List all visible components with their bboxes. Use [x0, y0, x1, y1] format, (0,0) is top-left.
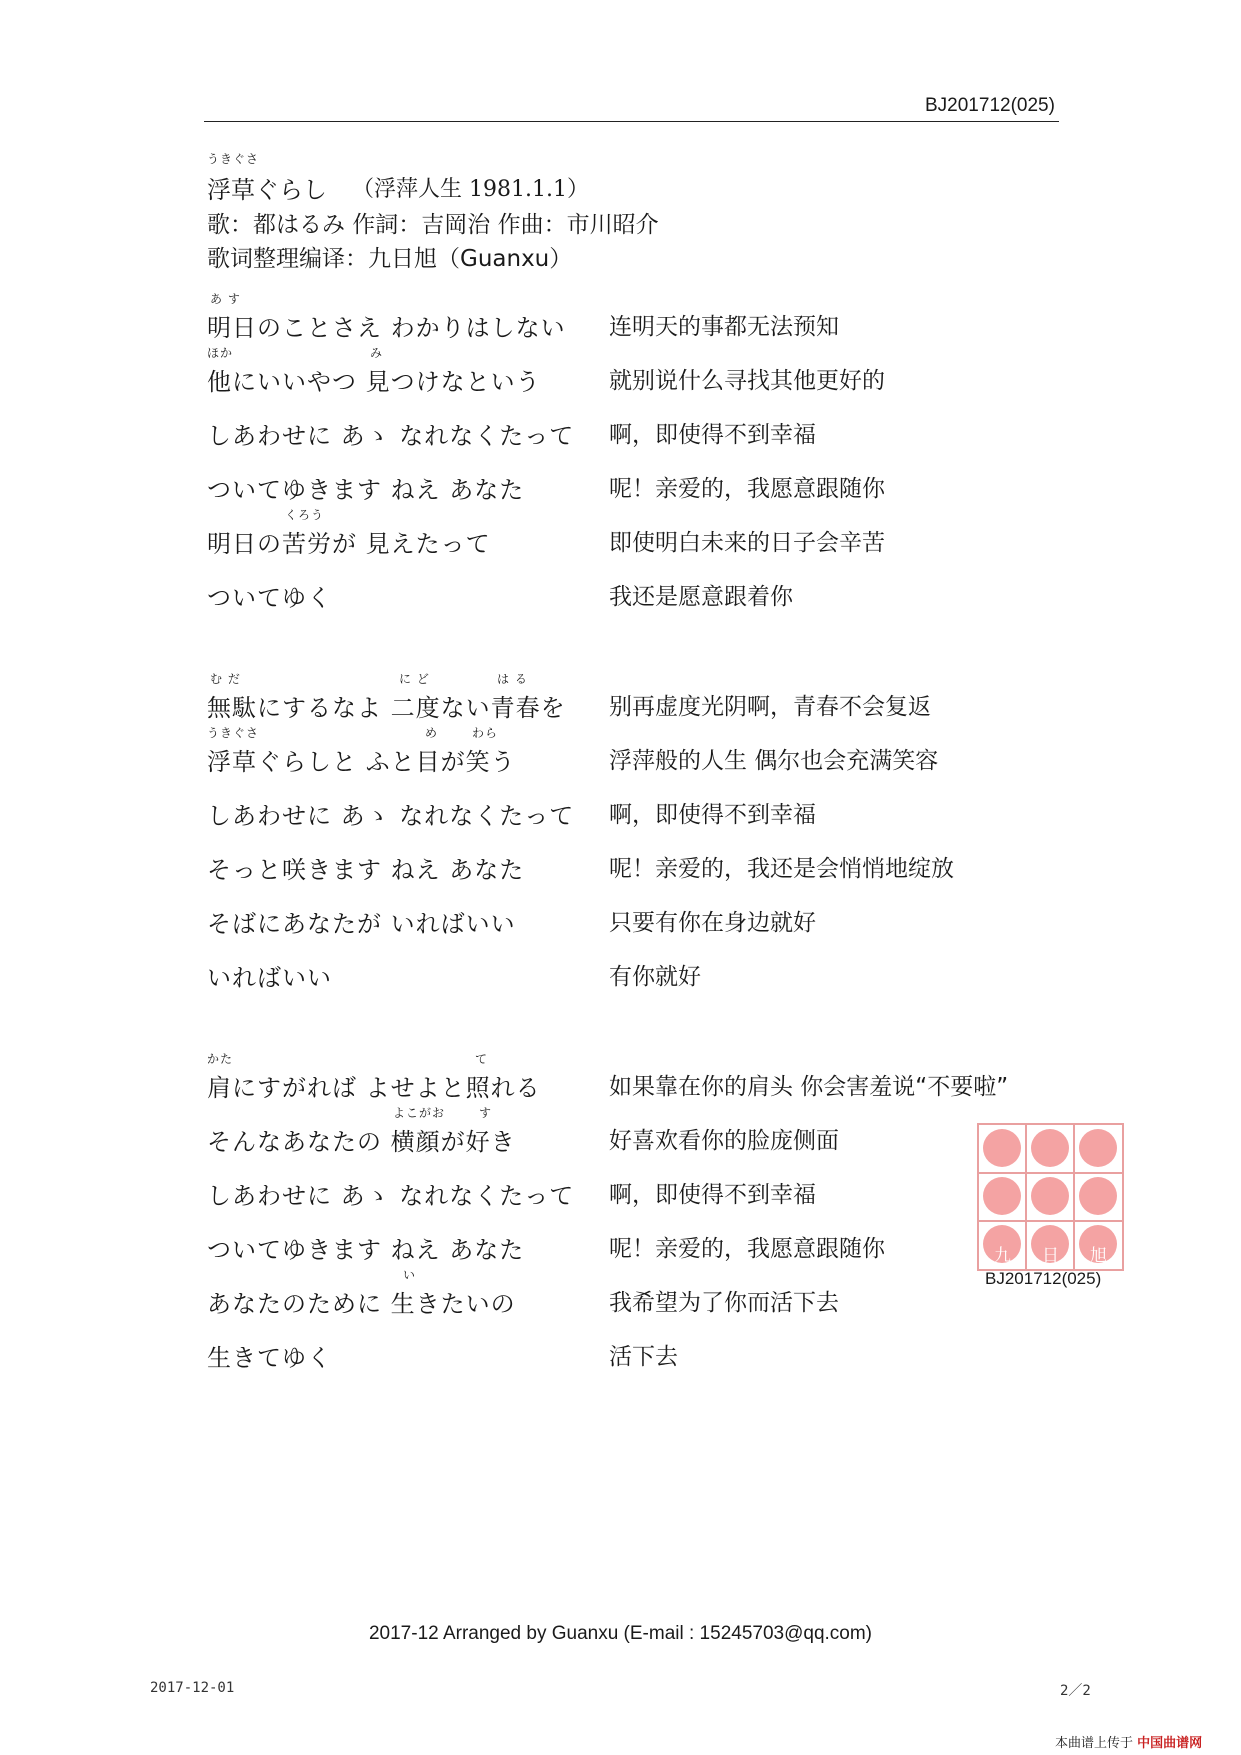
- seal-char: 九: [994, 1246, 1011, 1266]
- lyric-japanese: ついてゆきます ねえ あなた: [207, 476, 525, 504]
- document-code: BJ201712(025): [925, 95, 1055, 116]
- song-subtitle: （浮萍人生 1981.1.1）: [352, 177, 589, 202]
- lyric-japanese: 肩にすがれば よせよと照れる: [207, 1074, 541, 1102]
- seal-divider: [979, 1220, 1122, 1222]
- seal-char: 旭: [1090, 1246, 1107, 1266]
- lyric-japanese: 他にいいやつ 見つけなという: [207, 368, 541, 396]
- lyric-japanese: そっと咲きます ねえ あなた: [207, 856, 525, 884]
- title-block: [207, 150, 659, 276]
- song-credits: 歌：都はるみ 作詞：吉岡治 作曲：市川昭介: [207, 212, 659, 238]
- footer-date: 2017-12-01: [150, 1680, 235, 1696]
- lyric-japanese: ついてゆく: [207, 584, 332, 612]
- seal-code: BJ201712(025): [985, 1269, 1102, 1288]
- lyric-chinese: 如果靠在你的肩头 你会害羞说“不要啦”: [609, 1074, 1009, 1100]
- furigana: ほか: [207, 346, 234, 360]
- furigana: わら: [472, 726, 499, 740]
- lyric-chinese: 呢！亲爱的，我愿意跟随你: [609, 1236, 885, 1262]
- lyric-japanese: いればいい: [207, 964, 332, 992]
- seal-dot: [1031, 1177, 1069, 1215]
- lyric-chinese: 啊，即使得不到幸福: [609, 802, 816, 828]
- upload-text: 本曲谱上传于: [1055, 1736, 1134, 1751]
- lyric-chinese: 浮萍般的人生 偶尔也会充满笑容: [609, 748, 939, 774]
- lyric-chinese: 就别说什么寻找其他更好的: [609, 368, 885, 394]
- upload-credit: [1055, 1732, 1202, 1751]
- lyric-chinese: 我还是愿意跟着你: [609, 584, 793, 610]
- furigana: は る: [497, 672, 528, 686]
- furigana: うきぐさ: [207, 726, 260, 740]
- lyric-chinese: 呢！亲爱的，我愿意跟随你: [609, 476, 885, 502]
- lyric-chinese: 连明天的事都无法预知: [609, 314, 839, 340]
- lyric-chinese: 活下去: [609, 1344, 678, 1370]
- seal-dot: [1079, 1129, 1117, 1167]
- lyric-japanese: 無駄にするなよ 二度ない青春を: [207, 694, 566, 722]
- seal-divider: [979, 1172, 1122, 1174]
- song-title: 浮草ぐらし: [207, 176, 327, 204]
- lyric-chinese: 别再虚度光阴啊，青春不会复返: [609, 694, 931, 720]
- furigana: め: [425, 726, 439, 740]
- lyric-japanese: 明日の苦労が 見えたって: [207, 530, 491, 558]
- lyric-chinese: 呢！亲爱的，我还是会悄悄地绽放: [609, 856, 954, 882]
- lyric-japanese: しあわせに あゝ なれなくたって: [207, 422, 575, 450]
- seal-dot: [983, 1177, 1021, 1215]
- lyric-chinese: 啊，即使得不到幸福: [609, 1182, 816, 1208]
- lyric-chinese: 啊，即使得不到幸福: [609, 422, 816, 448]
- seal-dot: [1079, 1177, 1117, 1215]
- furigana: て: [475, 1052, 489, 1066]
- lyric-japanese: ついてゆきます ねえ あなた: [207, 1236, 525, 1264]
- furigana: くろう: [285, 508, 325, 522]
- lyric-chinese: 即使明白未来的日子会辛苦: [609, 530, 885, 556]
- furigana: む だ: [210, 672, 241, 686]
- compiler-credit: 歌词整理编译：九日旭（Guanxu）: [207, 246, 573, 272]
- seal-char: 日: [1042, 1246, 1059, 1266]
- lyric-chinese: 好喜欢看你的脸庞侧面: [609, 1128, 839, 1154]
- lyric-japanese: そんなあなたの 横顔が好き: [207, 1128, 516, 1156]
- lyric-japanese: 浮草ぐらしと ふと目が笑う: [207, 748, 516, 776]
- furigana: す: [479, 1106, 493, 1120]
- furigana: に ど: [399, 672, 430, 686]
- lyric-japanese: 明日のことさえ わかりはしない: [207, 314, 566, 342]
- lyric-japanese: しあわせに あゝ なれなくたって: [207, 802, 575, 830]
- site-logo[interactable]: 中国曲谱网: [1137, 1736, 1203, 1751]
- lyric-japanese: しあわせに あゝ なれなくたって: [207, 1182, 575, 1210]
- arranged-by: 2017-12 Arranged by Guanxu (E-mail : 15245703@qq.com): [368, 1623, 873, 1644]
- seal-grid: [979, 1125, 1122, 1269]
- header-rule: [204, 121, 1059, 122]
- lyric-japanese: そばにあなたが いればいい: [207, 910, 516, 938]
- furigana: よこがお: [393, 1106, 446, 1120]
- furigana: かた: [207, 1052, 234, 1066]
- lyric-japanese: 生きてゆく: [207, 1344, 332, 1372]
- lyric-chinese: 只要有你在身边就好: [609, 910, 816, 936]
- furigana: い: [403, 1268, 417, 1282]
- lyric-japanese: あなたのために 生きたいの: [207, 1290, 516, 1318]
- furigana: み: [370, 346, 384, 360]
- page-number: 2／2: [1060, 1683, 1091, 1699]
- title-furigana: うきぐさ: [207, 152, 260, 166]
- lyric-chinese: 有你就好: [609, 964, 701, 990]
- seal-stamp: [977, 1123, 1124, 1271]
- seal-dot: [983, 1129, 1021, 1167]
- lyric-chinese: 我希望为了你而活下去: [609, 1290, 839, 1316]
- seal-dot: [1031, 1129, 1069, 1167]
- furigana: あ す: [210, 292, 241, 306]
- title-line: [207, 150, 659, 208]
